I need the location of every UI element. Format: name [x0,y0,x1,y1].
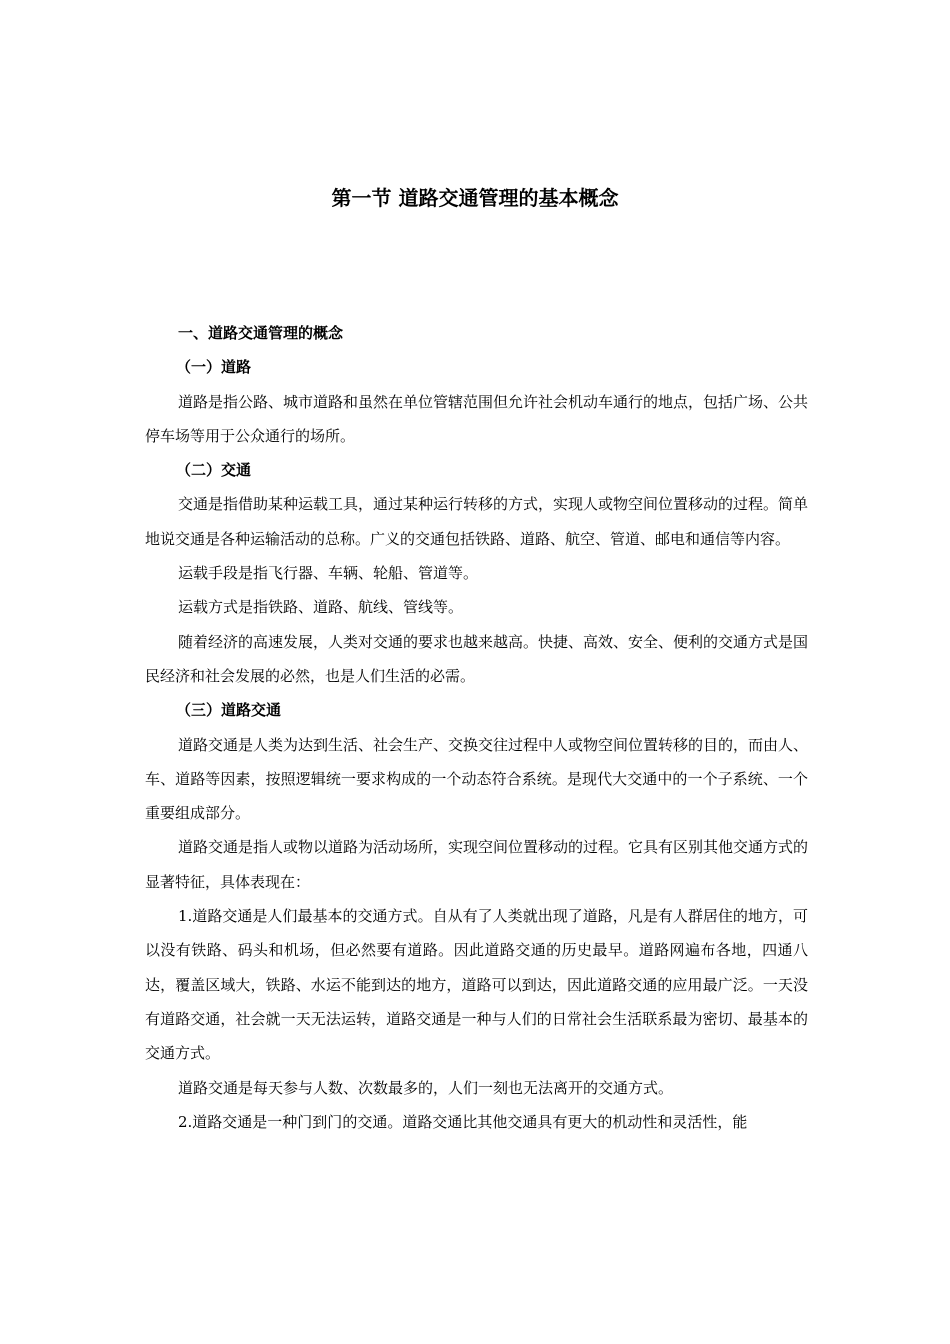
body-paragraph: 运载手段是指飞行器、车辆、轮船、管道等。 [178,564,479,583]
body-paragraph: 随着经济的高速发展，人类对交通的要求也越来越高。快捷、高效、安全、便利的交通方式是国民经济和社会发展的必然，也是人们生活的必需。 [145,632,809,685]
body-paragraph: 道路交通是人类为达到生活、社会生产、交换交往过程中人或物空间位置转移的目的，而由人、车、道路等因素，按照逻辑统一要求构成的一个动态符合系统。是现代大交通中的一个子系统、一个重要组成部分。 [145,735,809,823]
subsection-heading: （二）交通 [176,461,252,480]
body-paragraph: 2.道路交通是一种门到门的交通。道路交通比其他交通具有更大的机动性和灵活性，能 [178,1112,748,1131]
subsection-heading: （三）道路交通 [176,701,282,720]
body-paragraph: 交通是指借助某种运载工具，通过某种运行转移的方式，实现人或物空间位置移动的过程。简单地说交通是各种运输活动的总称。广义的交通包括铁路、道路、航空、管道、邮电和通信等内容。 [145,495,809,548]
body-paragraph: 运载方式是指铁路、道路、航线、管线等。 [178,598,464,617]
document-body [145,316,808,1139]
body-paragraph: 道路是指公路、城市道路和虽然在单位管辖范围但允许社会机动车通行的地点，包括广场、公共停车场等用于公众通行的场所。 [145,392,809,445]
section-heading: 一、道路交通管理的概念 [178,324,344,342]
body-paragraph: 道路交通是每天参与人数、次数最多的，人们一刻也无法离开的交通方式。 [178,1078,674,1097]
subsection-heading: （一）道路 [176,358,252,377]
body-paragraph: 1.道路交通是人们最基本的交通方式。自从有了人类就出现了道路，凡是有人群居住的地方，可以没有铁路、码头和机场，但必然要有道路。因此道路交通的历史最早。道路网遍布各地，四通八达，覆盖区域大，铁路、水运不能到达的地方，道路可以到达，因此道路交通的应用最广泛。一天没有道路交通，社会就一天无法运转，道路交通是一种与人们的日常社会生活联系最为密切、最基本的交通方式。 [145,907,808,1063]
body-paragraph: 道路交通是指人或物以道路为活动场所，实现空间位置移动的过程。它具有区别其他交通方式的显著特征，具体表现在： [145,838,809,891]
section-title: 第一节 道路交通管理的基本概念 [331,186,619,210]
